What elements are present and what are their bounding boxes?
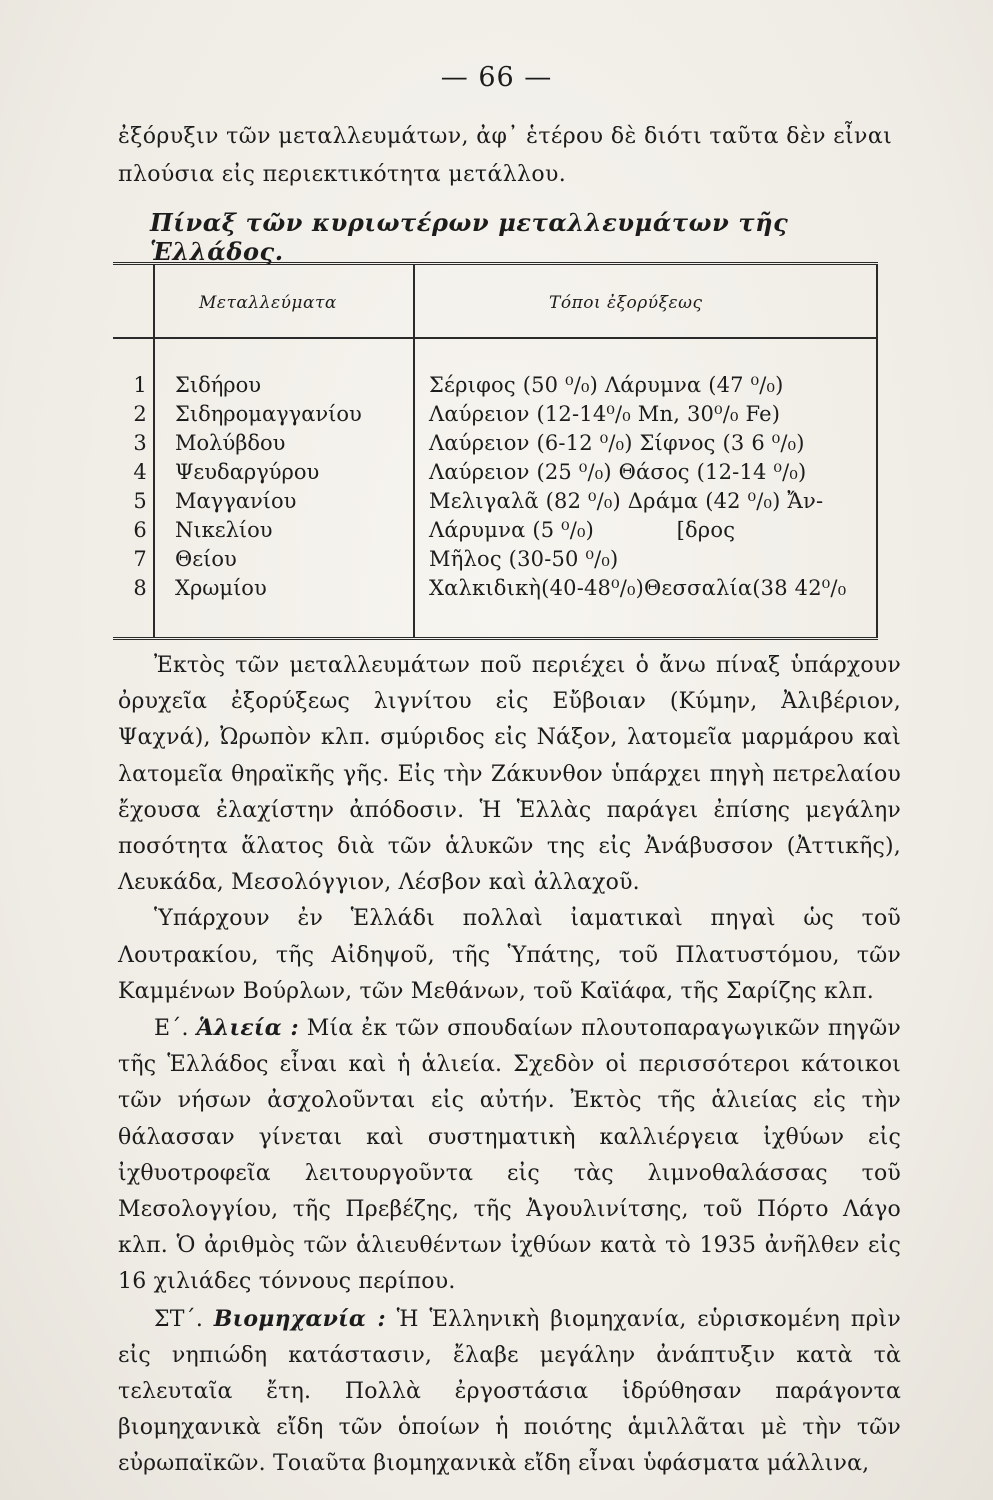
row-number: 1 — [133, 373, 147, 397]
mineral-name: Νικελίου — [175, 518, 273, 542]
extraction-places: Λαύρειον (6-12 ⁰/₀) Σίφνος (3 6 ⁰/₀) — [429, 431, 805, 455]
section-text: Μία ἐκ τῶν σπουδαίων πλουτοπαραγωγικῶν πηγῶν τῆς Ἑλλάδος εἶναι καὶ ἡ ἁλιεία. Σχεδὸν οἱ περισσότεροι κάτοικοι τῶν νήσων ἀσχολοῦνται εἰς αὐτήν. Ἐκτὸς τῆς ἁλιείας εἰς τὴν θάλασσαν γίνεται καὶ συστηματικὴ καλλιέργεια ἰχθύων εἰς ἰχθυοτροφεῖα λειτουργοῦντα εἰς τὰς λιμνοθαλάσσας τοῦ Μεσολογγίου, τῆς Πρεβέζης, τῆς Ἀγουλινίτσης, τοῦ Πόρτο Λάγο κλπ. Ὁ ἀριθμὸς τῶν ἁλιευθέντων ἰχθύων κατὰ τὸ 1935 ἀνῆλθεν εἰς 16 χιλιάδες τόννους περίπου. — [118, 1016, 901, 1295]
table-row — [113, 371, 878, 400]
section-label: Ε΄. — [154, 1016, 189, 1042]
table-row — [113, 400, 878, 429]
table-row — [113, 429, 878, 458]
extraction-places: Λαύρειον (25 ⁰/₀) Θάσος (12-14 ⁰/₀) — [429, 460, 807, 484]
row-number: 7 — [133, 547, 147, 571]
table-title: Πίναξ τῶν κυριωτέρων μεταλλευμάτων τῆς Ἑλλάδος. — [150, 208, 789, 266]
table-row — [113, 458, 878, 487]
table-row — [113, 487, 878, 516]
row-number: 4 — [133, 460, 147, 484]
table-row — [113, 545, 878, 574]
row-number: 2 — [133, 402, 147, 426]
section-heading: Βιομηχανία : — [213, 1305, 386, 1332]
mineral-name: Μολύβδου — [175, 431, 286, 455]
row-number: 6 — [133, 518, 147, 542]
extraction-places: Λαύρειον (12-14⁰/₀ Mn, 30⁰/₀ Fe) — [429, 402, 781, 426]
body-text — [118, 648, 901, 1483]
section-heading: Ἁλιεία : — [196, 1015, 299, 1042]
column-header-places: Τόποι ἐξορύξεως — [549, 293, 703, 313]
extraction-places: Μελιγαλᾶ (82 ⁰/₀) Δράμα (42 ⁰/₀) Ἄν- — [429, 489, 824, 513]
mineral-name: Θείου — [175, 547, 237, 571]
section-industry — [118, 1301, 901, 1483]
extraction-places: Μῆλος (30-50 ⁰/₀) — [429, 547, 619, 571]
mineral-name: Μαγγανίου — [175, 489, 297, 513]
section-label: ΣΤ΄. — [154, 1306, 204, 1332]
paragraph-springs: Ὑπάρχουν ἐν Ἑλλάδι πολλαὶ ἰαματικαὶ πηγαὶ ὡς τοῦ Λουτρακίου, τῆς Αἰδηψοῦ, τῆς Ὑπάτης, τοῦ Πλατυστόμου, τῶν Καμμένων Βούρλων, τῶν Μεθάνων, τοῦ Καϊάφα, τῆς Σαρίζης κλπ. — [118, 906, 901, 1004]
table-row — [113, 574, 878, 603]
extraction-places: Σέριφος (50 ⁰/₀) Λάρυμνα (47 ⁰/₀) — [429, 373, 784, 397]
page-number: — 66 — — [440, 62, 553, 93]
row-number: 5 — [133, 489, 147, 513]
section-text: Ἡ Ἑλληνικὴ βιομηχανία, εὑρισκομένη πρὶν εἰς νηπιώδη κατάστασιν, ἔλαβε μεγάλην ἀνάπτυξιν κατὰ τὰ τελευταῖα ἔτη. Πολλὰ ἐργοστάσια ἱδρύθησαν παράγοντα βιομηχανικὰ εἴδη τῶν ὁποίων ἡ ποιότης ἁμιλλᾶται μὲ τὴν τῶν εὐρωπαϊκῶν. Τοιαῦτα βιομηχανικὰ εἴδη εἶναι ὑφάσματα μάλλινα, — [118, 1306, 902, 1477]
extraction-places: Χαλκιδικὴ(40-48⁰/₀)Θεσσαλία(38 42⁰/₀ — [429, 576, 847, 600]
mineral-name: Ψευδαργύρου — [175, 460, 320, 484]
minerals-table — [113, 262, 878, 640]
row-number: 8 — [133, 576, 147, 600]
column-header-minerals: Μεταλλεύματα — [199, 293, 337, 313]
table-row — [113, 516, 878, 545]
row-number: 3 — [133, 431, 147, 455]
section-fishing — [118, 1010, 901, 1301]
table-header-rule — [113, 337, 878, 339]
extraction-places: Λάρυμνα (5 ⁰/₀) [δρος — [429, 518, 736, 542]
mineral-name: Σιδηρομαγγανίου — [175, 402, 362, 426]
mineral-name: Χρωμίου — [175, 576, 267, 600]
paragraph-minerals: Ἐκτὸς τῶν μεταλλευμάτων ποῦ περιέχει ὁ ἄνω πίναξ ὑπάρχουν ὀρυχεῖα ἐξορύξεως λιγνίτου εἰς Εὔβοιαν (Κύμην, Ἀλιβέριον, Ψαχνά), Ὠρωπὸν κλπ. σμύριδος εἰς Νάξον, λατομεῖα μαρμάρου καὶ λατομεῖα θηραϊκῆς γῆς. Εἰς τὴν Ζάκυνθον ὑπάρχει πηγὴ πετρελαίου ἔχουσα ἐλαχίστην ἀπόδοσιν. Ἡ Ἑλλὰς παράγει ἐπίσης μεγάλην ποσότητα ἅλατος διὰ τῶν ἁλυκῶν της εἰς Ἀνάβυσσον (Ἀττικῆς), Λευκάδα, Μεσολόγγιον, Λέσβον καὶ ἀλλαχοῦ. — [118, 653, 901, 896]
mineral-name: Σιδήρου — [175, 373, 262, 397]
intro-paragraph: ἐξόρυξιν τῶν μεταλλευμάτων, ἀφ᾽ ἑτέρου δὲ διότι ταῦτα δὲν εἶναι πλούσια εἰς περιεκτικότητα μετάλλου. — [118, 124, 893, 187]
